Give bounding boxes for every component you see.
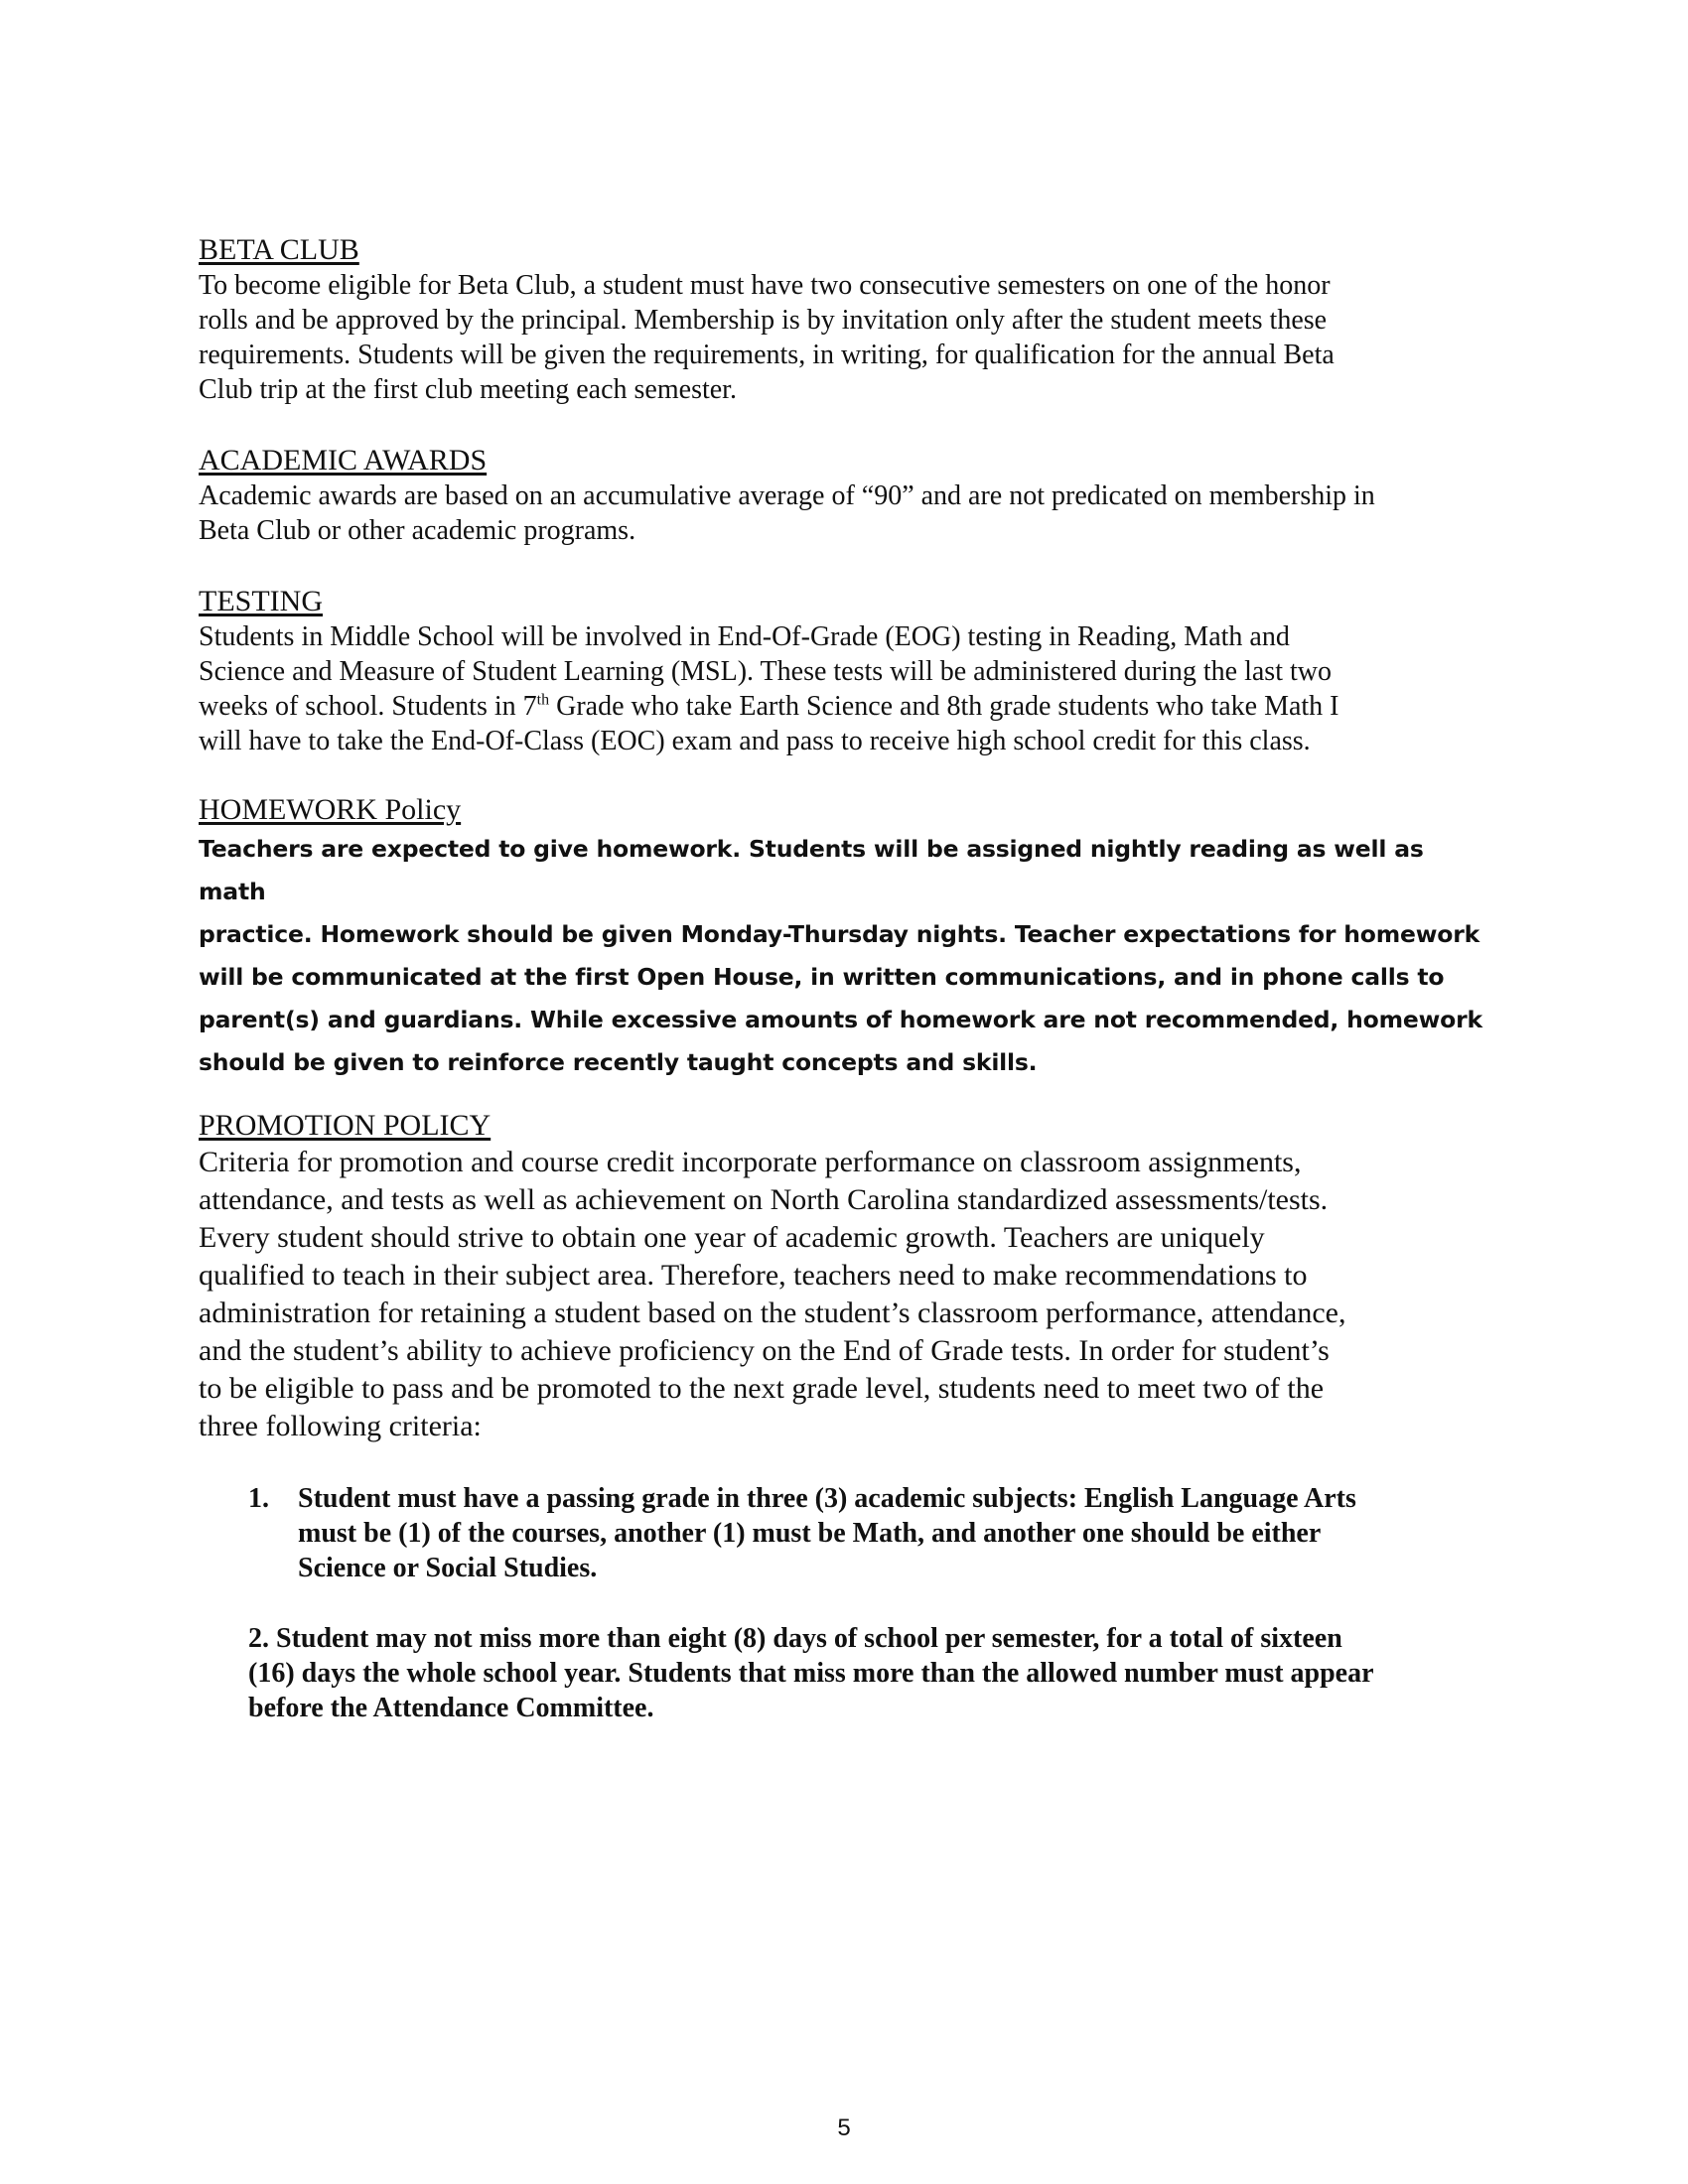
text-fragment: Grade who take Earth Science and 8th grade students who take Math I — [549, 691, 1339, 722]
text-line: Criteria for promotion and course credit incorporate performance on classroom assignments, — [199, 1146, 1302, 1178]
section-heading: ACADEMIC AWARDS — [199, 444, 488, 477]
text-line: Student must have a passing grade in three (3) academic subjects: English Language Arts — [298, 1483, 1356, 1514]
text-line: 2. Student may not miss more than eight (8) days of school per semester, for a total of sixteen — [248, 1623, 1342, 1654]
text-line: will be communicated at the first Open House, in written communications, and in phone calls to — [199, 963, 1445, 991]
text-line: Academic awards are based on an accumulative average of “90” and are not predicated on membership in — [199, 480, 1375, 511]
section-promotion-policy — [199, 1108, 1489, 1725]
text-line: practice. Homework should be given Monday-Thursday nights. Teacher expectations for homework — [199, 920, 1480, 948]
page-number: 5 — [837, 2115, 851, 2141]
section-paragraph — [199, 268, 1489, 407]
text-line: attendance, and tests as well as achievement on North Carolina standardized assessments/tests. — [199, 1183, 1329, 1216]
section-heading: BETA CLUB — [199, 233, 359, 266]
section-academic-awards — [199, 443, 1489, 548]
text-line: Teachers are expected to give homework. Students will be assigned nightly reading as well as math — [199, 835, 1424, 905]
ordinal-superscript: th — [536, 691, 550, 709]
text-line: Beta Club or other academic programs. — [199, 515, 636, 546]
section-paragraph — [199, 619, 1489, 758]
text-line: and the student’s ability to achieve proficiency on the End of Grade tests. In order for student’s — [199, 1334, 1330, 1367]
section-testing — [199, 584, 1489, 758]
section-paragraph — [199, 1144, 1489, 1445]
document-page — [199, 232, 1489, 1725]
section-paragraph — [199, 828, 1489, 1084]
text-line: should be given to reinforce recently taught concepts and skills. — [199, 1048, 1038, 1076]
section-heading: HOMEWORK Policy — [199, 793, 462, 826]
text-line: administration for retaining a student based on the student’s classroom performance, attendance, — [199, 1297, 1346, 1329]
text-line: Every student should strive to obtain one year of academic growth. Teachers are uniquely — [199, 1221, 1265, 1254]
text-line: parent(s) and guardians. While excessive amounts of homework are not recommended, homework — [199, 1006, 1482, 1033]
section-paragraph — [199, 478, 1489, 548]
text-line: rolls and be approved by the principal. Membership is by invitation only after the student meets these — [199, 305, 1328, 336]
text-line: Science or Social Studies. — [298, 1553, 598, 1583]
text-line: to be eligible to pass and be promoted to the next grade level, students need to meet two of the — [199, 1372, 1325, 1405]
text-line — [199, 691, 1339, 722]
text-line: requirements. Students will be given the requirements, in writing, for qualification for the annual Beta — [199, 340, 1335, 370]
text-line: qualified to teach in their subject area. Therefore, teachers need to make recommendations to — [199, 1259, 1308, 1292]
text-line: To become eligible for Beta Club, a student must have two consecutive semesters on one of the honor — [199, 270, 1331, 301]
section-heading: TESTING — [199, 585, 323, 617]
section-heading: PROMOTION POLICY — [199, 1109, 492, 1142]
text-line: three following criteria: — [199, 1410, 482, 1442]
text-line: Club trip at the first club meeting each semester. — [199, 374, 737, 405]
section-beta-club — [199, 232, 1489, 407]
text-fragment: weeks of school. Students in 7 — [199, 691, 537, 722]
text-line: before the Attendance Committee. — [248, 1693, 654, 1723]
text-line: will have to take the End-Of-Class (EOC) exam and pass to receive high school credit for this class. — [199, 726, 1311, 756]
criteria-number: 1. — [248, 1483, 269, 1514]
text-line: (16) days the whole school year. Students that miss more than the allowed number must appear — [248, 1658, 1374, 1689]
text-line: must be (1) of the courses, another (1) must be Math, and another one should be either — [298, 1518, 1322, 1549]
text-line: Science and Measure of Student Learning (MSL). These tests will be administered during the last two — [199, 656, 1332, 687]
section-homework-policy — [199, 792, 1489, 1084]
criteria-list — [199, 1481, 1489, 1725]
criteria-item — [199, 1481, 1489, 1585]
criteria-item — [199, 1621, 1489, 1725]
text-line: Students in Middle School will be involved in End-Of-Grade (EOG) testing in Reading, Math and — [199, 621, 1290, 652]
